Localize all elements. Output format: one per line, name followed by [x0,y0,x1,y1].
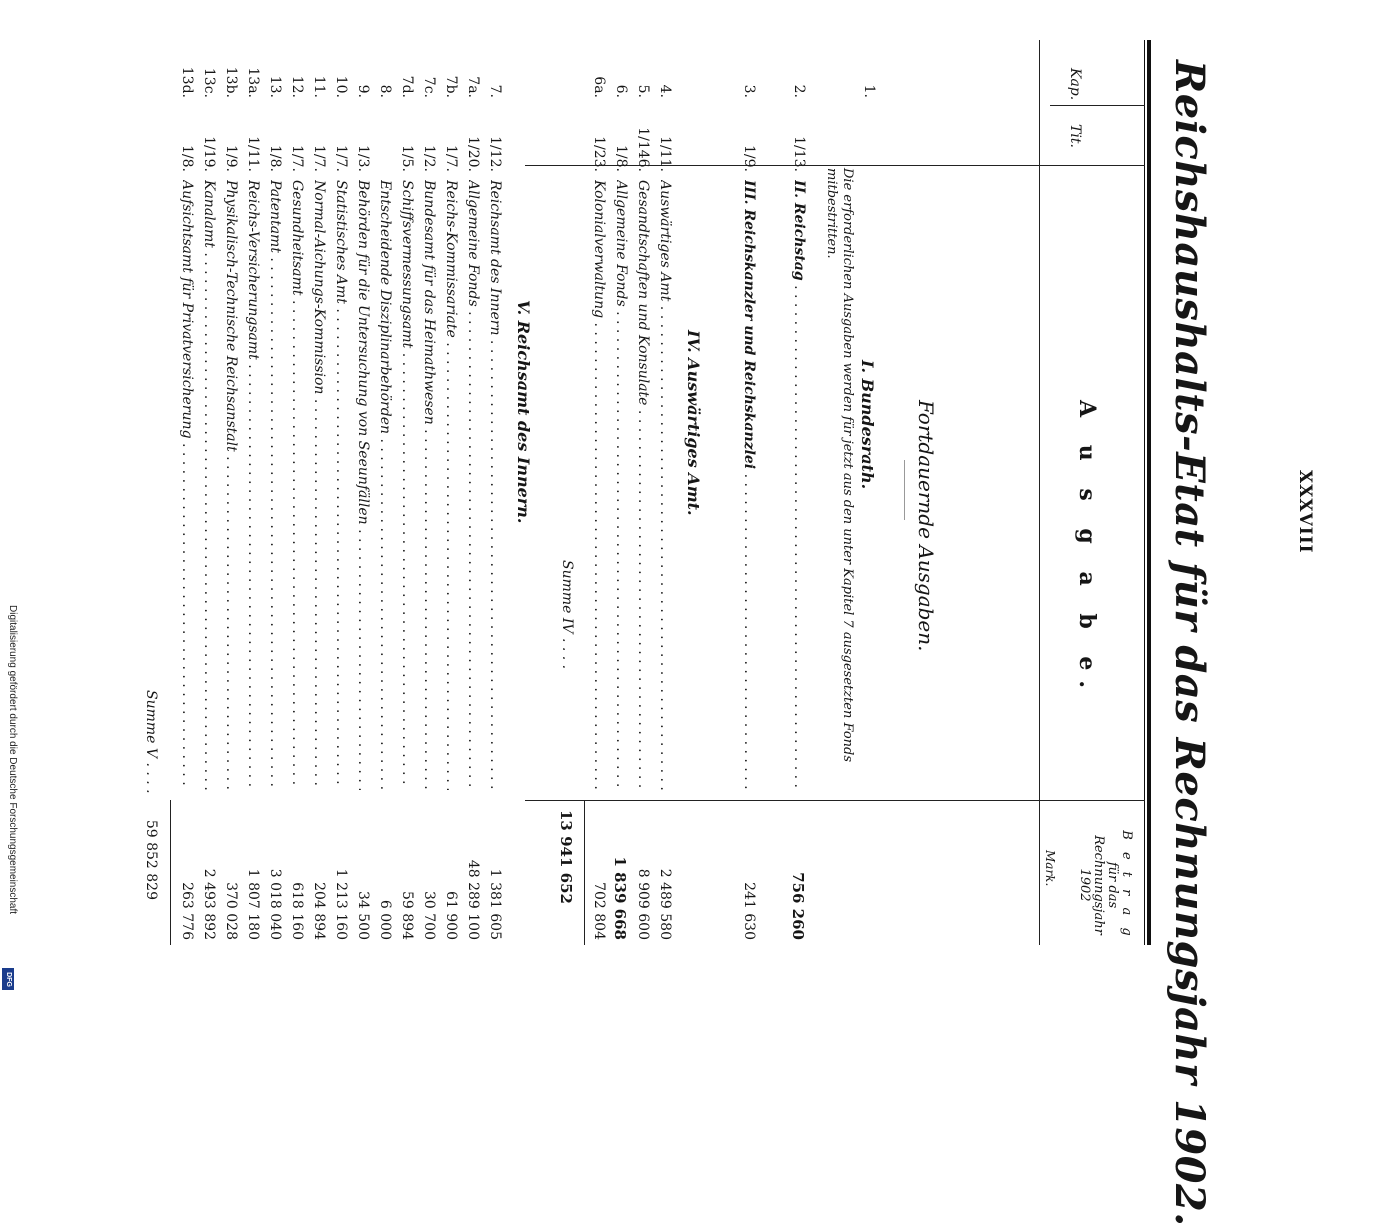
kap-cell: 13c. [201,67,217,98]
page-number: XXXVIII [1295,470,1315,554]
kap-cell: 2. [791,84,807,98]
text-cell [741,180,757,790]
kap-cell: 1. [861,84,877,98]
subheading: Fortdauernde Ausgaben. [914,400,938,652]
tit-cell: 1/7. [289,145,305,172]
kap-cell: 7b. [443,75,459,98]
table-row [651,40,673,945]
table-row [217,40,239,945]
amount-cell: 756 260 [789,872,807,940]
table-row [305,40,327,945]
amount-cell: 34 500 [355,891,371,940]
title-rule-thin [1144,40,1145,945]
text-cell: Physikalisch-Technische Reichsanstalt . . . [223,180,239,790]
text-cell: Normal-Aichungs-Kommission . . . [311,180,327,790]
section-heading: III. Reichskanzler und Reichskanzlei [741,180,757,470]
funding-note: Digitalisierung gefördert durch die Deutsche Forschungsgemeinschaft [7,605,18,915]
table-row [585,40,607,945]
tit-cell: 1/7. [443,145,459,172]
tit-cell: 1/8. [179,145,195,172]
betrag-line-2: für das [1105,861,1120,909]
amount-cell: 2 489 580 [657,868,673,940]
text-cell: Kolonialverwaltung . . . [591,180,607,790]
amount-cell: 6 000 [377,899,393,940]
dfg-logo [2,968,14,990]
summe-v-label: Summe V . . . . [143,690,159,794]
amount-cell: 1 839 668 [611,856,629,940]
text-cell [791,180,807,790]
tit-cell: 1/11. [657,136,673,172]
text-cell: Allgemeine Fonds . . . [465,180,481,790]
table-row [371,40,393,945]
tit-cell: 1/23. [591,136,607,172]
kap-cell: 12. [289,75,305,98]
table-row [415,40,437,945]
kap-cell: 11. [311,75,327,98]
amount-cell: 241 630 [741,882,757,940]
kap-cell: 7c. [421,76,437,98]
kap-cell: 7d. [399,75,415,98]
tit-cell: 1/7. [311,145,327,172]
text-cell: Entscheidende Disziplinarbehörden . . . [377,180,393,790]
text-cell: Allgemeine Fonds . . . [613,180,629,790]
amount-cell: 48 289 100 [465,859,481,940]
column-divider [1050,105,1145,106]
kap-cell: 8. [377,84,393,98]
amount-cell: 3 018 040 [267,868,283,940]
amount-cell: 61 900 [443,891,459,940]
tit-cell: 1/9. [741,145,757,172]
section-heading: V. Reichsamt des Innern. [514,300,533,524]
table-row [855,40,877,945]
text-cell: Behörden für die Untersuchung von Seeunfällen . . . [355,180,371,790]
betrag-line-1: B e t r a g [1119,830,1134,940]
amount-cell: 1 213 160 [333,868,349,940]
column-header-betrag [1077,820,1133,950]
section-heading: II. Reichstag [791,180,807,281]
amount-cell: 30 700 [421,891,437,940]
table-row [629,40,651,945]
sum-rule [170,800,171,945]
table-row [239,40,261,945]
tit-cell: 1/19. [201,136,217,172]
text-cell: Schiffsvermessungsamt . . . [399,180,415,790]
table-row [481,40,503,945]
kap-cell: 13b. [223,66,239,98]
text-cell: Patentamt . . . [267,180,283,790]
table-row [785,40,807,945]
summe-iv-label: Summe IV . . . . [559,560,575,670]
tit-cell: 1/146. [635,127,651,172]
tit-cell: 1/9. [223,145,239,172]
sum-rule [584,800,585,945]
table-row [437,40,459,945]
tit-cell: 1/13. [791,136,807,172]
table-row [327,40,349,945]
text-cell: Reichsamt des Innern . . . [487,180,503,790]
page-title: Reichshaushalts-Etat für das Rechnungsjahr 1902. [1166,60,1213,1227]
text-cell: Statistisches Amt . . . [333,180,349,790]
kap-cell: 13a. [245,67,261,98]
kap-cell: 7a. [465,76,481,98]
table-row [261,40,283,945]
amount-cell: 702 804 [591,882,607,940]
kap-cell: 5. [635,84,651,98]
text-cell: Reichs-Kommissariate . . . [443,180,459,790]
table-row [459,40,481,945]
kap-cell: 6. [613,84,629,98]
tit-cell: 1/2. [421,145,437,172]
amount-cell: 1 807 180 [245,868,261,940]
amount-cell: 59 894 [399,891,415,940]
text-cell: Gesundheitsamt . . . [289,180,305,790]
summe-v-amount: 59 852 829 [143,819,159,900]
table-row [349,40,371,945]
tit-cell: 1/8. [613,145,629,172]
text-cell: Kanalamt . . . [201,180,217,790]
text-cell: Aufsichtsamt für Privatversicherung . . . [179,180,195,790]
kap-cell: 13d. [179,66,195,98]
title-rule [1147,40,1151,945]
section-heading: IV. Auswärtiges Amt. [684,330,703,516]
column-header-kap: Kap. [1067,68,1083,101]
tit-cell: 1/8. [267,145,283,172]
section-note: Die erforderlichen Ausgaben werden für jetzt aus den unter Kapitel 7 ausgesetzten Fonds mitbestritten. [824,168,855,763]
kap-cell: 7. [487,84,503,98]
tit-cell: 1/5. [399,145,415,172]
table-row [607,40,629,945]
amount-cell: 1 381 605 [487,868,503,940]
kap-cell: 13. [267,75,283,98]
text-cell: Reichs-Versicherungsamt . . . [245,180,261,790]
amount-cell: 370 028 [223,882,239,940]
column-header-mark: Mark. [1043,850,1057,887]
table-row [393,40,415,945]
text-cell: Auswärtiges Amt . . . [657,180,673,790]
summe-iv-amount: 13 941 652 [557,810,575,904]
kap-cell: 4. [657,84,673,98]
kap-cell: 9. [355,84,371,98]
subheading-rule [904,460,905,520]
betrag-line-3: Rechnungsjahr [1091,835,1106,935]
tit-cell: 1/20. [465,136,481,172]
dfg-logo-text: DFG [4,971,12,987]
kap-cell: 10. [333,75,349,98]
tit-cell: 1/3. [355,145,371,172]
amount-cell: 263 776 [179,882,195,940]
table-row [735,40,757,945]
table-row [283,40,305,945]
table-row [195,40,217,945]
text-cell: Gesandtschaften und Konsulate . . . [635,180,651,790]
column-header-ausgabe: A u s g a b e. [1074,400,1100,699]
betrag-line-4: 1902 [1077,868,1092,902]
section-heading: I. Bundesrath. [858,360,877,490]
amount-cell: 8 909 600 [635,868,651,940]
header-rule [1039,40,1040,945]
table-row [173,40,195,945]
tit-cell: 1/7. [333,145,349,172]
text-cell: Bundesamt für das Heimathwesen . . . [421,180,437,790]
tit-cell: 1/11. [245,136,261,172]
amount-cell: 618 160 [289,882,305,940]
amount-cell: 2 493 892 [201,868,217,940]
kap-cell: 3. [741,84,757,98]
margin-note [0,0,18,1000]
amount-cell: 204 894 [311,882,327,940]
column-header-tit: Tit. [1067,124,1083,148]
tit-cell: 1/12. [487,136,503,172]
kap-cell: 6a. [591,76,607,98]
